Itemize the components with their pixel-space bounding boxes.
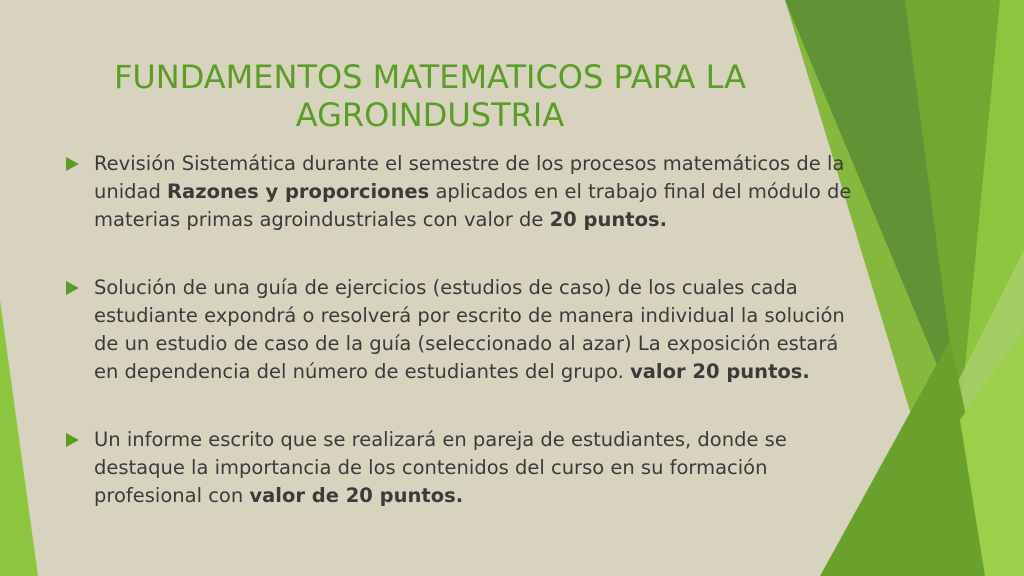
triangle-arrow-icon <box>66 433 79 447</box>
bullet-1-bold-b: 20 puntos. <box>549 208 667 231</box>
bullet-list <box>66 150 856 510</box>
bullet-1-bold-a: Razones y proporciones <box>167 180 430 203</box>
bullet-1-text-a: Revisión Sistemática durante el semestre de los procesos matemáticos de la unidad <box>94 152 845 203</box>
bullet-item-1 <box>66 150 856 234</box>
triangle-arrow-icon <box>66 281 79 295</box>
title-line-1: FUNDAMENTOS MATEMATICOS PARA LA <box>113 58 747 96</box>
bullet-3-bold: valor de 20 puntos. <box>249 484 464 507</box>
bullet-2-bold: valor 20 puntos. <box>630 360 810 383</box>
bullet-item-2 <box>66 274 856 386</box>
slide-title <box>60 58 800 134</box>
bullet-1-text-b: aplicados en el trabajo final del módulo de materias primas agroindustriales con valor de <box>94 180 852 231</box>
bullet-2-text: Solución de una guía de ejercicios (estudios de caso) de los cuales cada estudiante expondrá o resolverá por escrito de manera individual la solución de un estudio de caso de la guía (seleccionado al azar) La exposición estará en dependencia del número de estudiantes del grupo. <box>94 276 845 383</box>
bullet-3-text: Un informe escrito que se realizará en pareja de estudiantes, donde se destaque la importancia de los contenidos del curso en su formación profesional con <box>94 428 787 507</box>
triangle-arrow-icon <box>66 157 79 171</box>
bullet-item-3 <box>66 426 856 510</box>
title-line-2: AGROINDUSTRIA <box>295 96 565 134</box>
green-sliver-left <box>0 300 38 576</box>
